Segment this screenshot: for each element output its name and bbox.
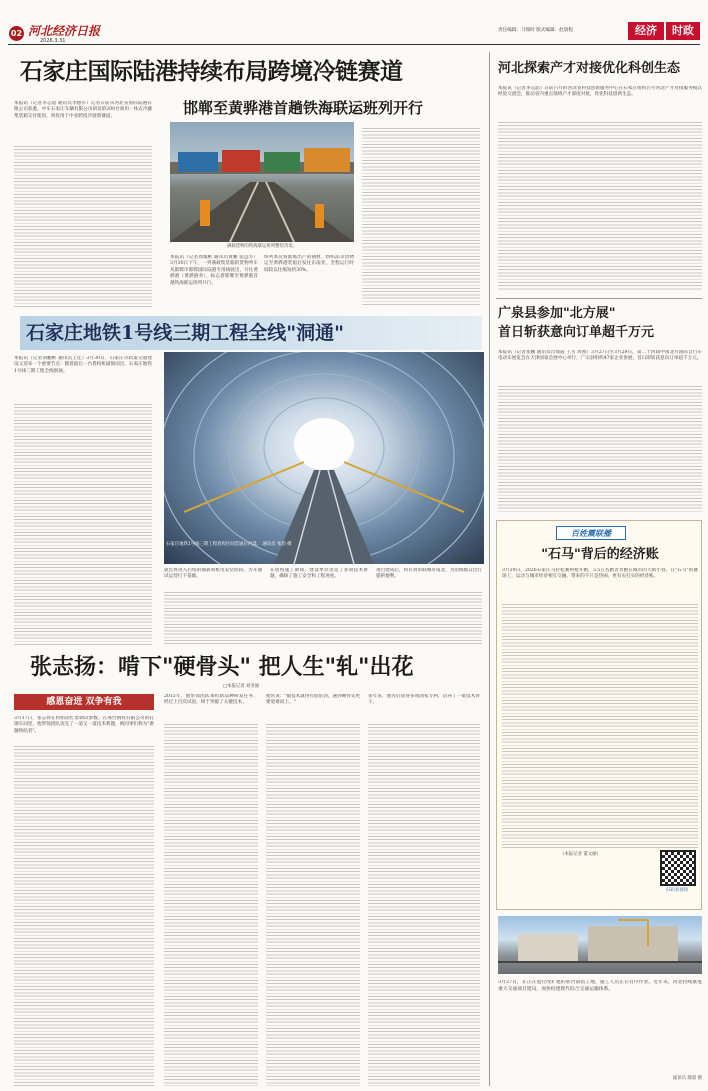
tunnel-photo-caption: 石家庄地铁1号线三期工程盾构区间贯通后内景。 通讯员 张韵 摄	[166, 542, 292, 547]
right1-body-text	[498, 122, 702, 290]
issue-date: 2026.3.31	[40, 38, 66, 44]
column-intro: 3月29日，2026石家庄马拉松赛鸣枪开跑，3.5万名跑者奔跑在城市的大街小巷。在"石马"的赛场上，运动与城市经济相互交融，带来的不只是热闹，更有实打实的经济账。	[502, 568, 698, 580]
right-divider-1	[496, 298, 702, 299]
lead-col2-text: 本报讯（记者周逸彬 通讯员黄鹏 张远方）3月30日下午，一列满载集装箱的货物列车从邯郸市邯郸国际陆港专用线驶出，开往黄骅港（黄骅港务），标志着邯郸至黄骅港首趟铁海联运班列开行。	[170, 255, 258, 286]
page-number: 02	[9, 26, 24, 41]
metro-text-b: 在盾构施工期间，建设单位攻克了多项技术难题，确保了施工安全和工程进度。	[270, 568, 368, 580]
right2-headline: 广泉县参加"北方展"	[498, 306, 616, 321]
feature-box-title: 感恩奋进 双争有我	[14, 694, 154, 710]
feature-col3-text: 他常说："搞技术就得有股钻劲，遇到硬骨头更要迎难而上。"	[266, 694, 360, 706]
qr-code[interactable]	[660, 850, 696, 886]
feature-col2-text: 2015年，他带领团队承担新品种研发任务，经过上百次试验，终于突破了关键技术。	[164, 694, 258, 706]
metro-headline: 石家庄地铁1号线三期工程全线"洞通"	[26, 322, 345, 344]
tunnel-photo	[164, 352, 484, 564]
station-photo-illustration	[498, 916, 702, 974]
metro-intro: 本报讯（记者刘鹏彬 通讯员王佳）3月30日，石家庄市轨道交通建设又迎来一个重要节点：随着最后一台盾构机破洞而出，石家庄地铁1号线三期工程全线洞通。	[14, 356, 152, 374]
station-photo-caption: 3月27日，在正在进行改扩建的邢台南站工地，施工人员正在有序作业。近年来，河北持续推进重大交通项目建设，加快构建现代综合交通运输体系。	[498, 980, 702, 992]
right2-body-text	[498, 386, 702, 512]
metro-body-text	[14, 404, 152, 646]
station-photo-credit: 通讯员 郝晨 摄	[672, 1076, 702, 1081]
metro-text-a: 就近将进入后续的铺轨和机电安装阶段，为开通试运营打下基础。	[164, 568, 262, 580]
right1-intro: 本报讯（记者李志韶）日前召开的河北省科技创新服务中心在石家庄组织召开河北产才对接服务模式经验交流会，推动省内重点领域产才深度对接，优化科技创新生态。	[498, 86, 702, 98]
masthead-rule	[8, 44, 700, 45]
column-headline: "石马"背后的经济账	[541, 547, 659, 562]
feature-col4-lines	[368, 724, 480, 1086]
feature-col3-lines	[266, 724, 360, 1086]
station-photo	[498, 916, 702, 974]
column-tag: 百姓震联播	[556, 526, 626, 540]
railway-photo-illustration	[170, 122, 354, 242]
feature-intro: 3月17日，张志扬在机组前忙着调试参数。在邢台钢铁有限公司的轧钢车间里，他带领团队攻克了一道又一道技术难题，被同事们称为"难题终结者"。	[14, 716, 154, 734]
section-tag-politics: 时政	[666, 22, 700, 40]
column-body-text	[502, 604, 698, 848]
metro-text-c: 项目建成后，将有效串联城市南北，为沿线群众出行提供便利。	[376, 568, 482, 580]
metro-text-lines	[164, 592, 482, 646]
paper-name: 河北经济日报	[28, 24, 101, 38]
right2-intro: 本报讯（记者张鹏 通讯员肖瑞霞 王雪 周燕）3月27日至3月29日，第二十四届中国北方国际自行车电动车展览会在天津国家会展中心举行，广宗县组织47家企业参展，首日即斩获意向订单超千万元。	[498, 350, 702, 362]
tunnel-photo-credit: 通讯员 张韵 摄	[452, 556, 482, 561]
lead-body-text	[14, 146, 152, 308]
masthead	[0, 0, 708, 46]
lead-col3-text: 班列本次将邯郸出产的钢材、纺织品等货物运至黄骅港装船后发往东南亚，全程运行时间较以往缩短约30%。	[264, 255, 354, 273]
column-separator	[489, 52, 490, 1086]
railway-photo-caption: 满载货物的铁海联运班列整装待发。	[226, 244, 298, 249]
tunnel-illustration	[164, 352, 484, 564]
right1-headline: 河北探索产才对接优化科创生态	[498, 61, 681, 76]
lead-headline: 石家庄国际陆港持续布局跨境冷链赛道	[20, 58, 403, 85]
lead-intro: 本报讯（记者李志韶 通讯员李德军）记者日前从河北省国际陆港有限公司获悉，中车石家庄车辆有限公司研发的200台商用一体式冷藏集装箱交付使用，将投用于中亚跨境冷链新赛道。	[14, 101, 152, 119]
right2-headline-line2: 首日斩获意向订单超千万元	[498, 325, 655, 340]
feature-col2-lines	[164, 724, 258, 1086]
feature-byline: □本报记者 刘亚丽	[222, 684, 260, 689]
column-author: （本报记者 董文丽）	[560, 852, 601, 857]
lead-col4-text	[362, 128, 480, 306]
qr-code-label: 扫码看视频	[666, 888, 688, 893]
feature-col1-text	[14, 746, 154, 1086]
editor-credits: 责任编辑：马瑞时 版式编辑：赵晨程	[498, 28, 573, 33]
section-tag-economy: 经济	[628, 22, 664, 40]
railway-photo	[170, 122, 354, 242]
lead-subheadline: 邯郸至黄骅港首趟铁海联运班列开行	[183, 99, 424, 117]
feature-col4-text: 多年来，他先后获得多项国家专利，培养了一批技术骨干。	[368, 694, 480, 706]
feature-headline: 张志扬：啃下"硬骨头" 把人生"轧"出花	[30, 654, 414, 680]
